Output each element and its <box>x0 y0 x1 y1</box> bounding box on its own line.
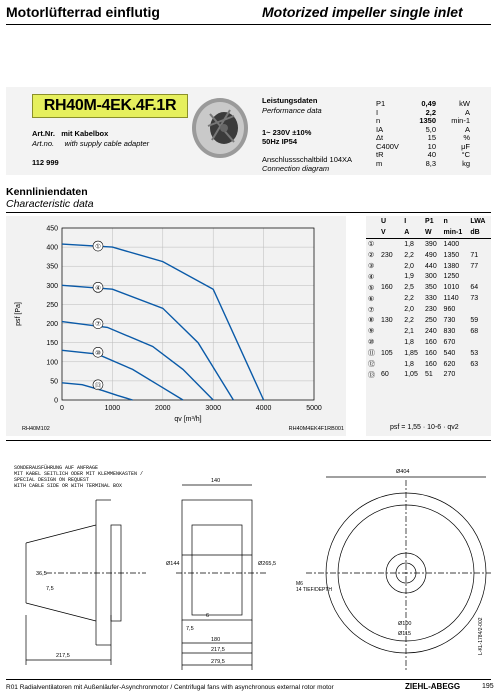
table-cell: 130 <box>380 316 393 324</box>
kenn-title: Kennliniendaten <box>6 186 88 198</box>
table-cell: 1250 <box>443 273 460 281</box>
table-cell: 64 <box>470 284 479 292</box>
dim-7-5: 7,5 <box>46 586 54 592</box>
table-cell <box>379 304 398 315</box>
table-cell <box>468 238 491 249</box>
x-tick-label: 2000 <box>155 405 171 412</box>
table-cell: 960 <box>443 306 456 314</box>
table-cell: 160 <box>380 284 393 292</box>
dim-d100: Ø100 <box>398 621 412 627</box>
x-tick-label: 5000 <box>306 405 322 412</box>
table-cell: 250 <box>425 316 437 324</box>
table-cell: 1350 <box>443 251 460 259</box>
x-tick-label: 4000 <box>255 405 272 412</box>
table-cell: 63 <box>470 360 479 368</box>
table-cell <box>379 271 398 282</box>
chart-rule <box>6 440 491 441</box>
dim-d404: Ø404 <box>396 469 410 475</box>
y-tick-label: 100 <box>46 359 58 367</box>
x-axis-label: qv [m³/h] <box>174 416 202 423</box>
table-cell: 105 <box>380 349 393 357</box>
table-cell: ⑬ <box>368 371 375 379</box>
table-row <box>366 326 491 337</box>
table-row <box>366 359 491 370</box>
table-cell <box>468 337 491 348</box>
art-label-en: Art.no. with supply cable adapter <box>32 139 150 148</box>
dim-7-5b: 7,5 <box>186 626 194 632</box>
note-3: SPECIAL DESIGN ON REQUEST <box>14 477 90 483</box>
dim-d265: Ø265,5 <box>258 561 277 567</box>
table-row <box>366 282 491 293</box>
table-row <box>366 238 491 249</box>
table-cell: 490 <box>425 251 437 259</box>
table-cell: ⑧ <box>368 317 375 325</box>
table-row <box>366 293 491 304</box>
table-cell: 59 <box>470 316 479 324</box>
formula: psf = 1,55 · 10-6 · qv2 <box>390 424 459 431</box>
table-cell <box>379 326 398 337</box>
perf-title-en: Performance data <box>262 106 322 115</box>
y-tick-label: 350 <box>46 263 58 271</box>
table-cell: ⑤ <box>368 284 375 292</box>
perf-title: Leistungsdaten <box>262 96 318 105</box>
series-label: ④ <box>95 283 101 292</box>
dim-180: 180 <box>211 637 221 643</box>
table-cell: 51 <box>425 371 433 379</box>
table-cell: 160 <box>425 349 437 357</box>
y-tick-label: 150 <box>46 340 58 348</box>
footer-rule <box>6 679 491 680</box>
table-cell: 240 <box>425 327 437 335</box>
table-cell: 2,0 <box>404 306 414 314</box>
table-cell: 53 <box>470 349 479 357</box>
table-cell: 1,8 <box>404 240 414 248</box>
table-cell: 1140 <box>443 295 459 303</box>
table-cell <box>379 293 398 304</box>
series-label: ⑦ <box>95 320 101 329</box>
perf-values: P1 0,49 kW I 2,2 A n 1350 min-1 IA 5,0 A Δt 15 % C400V 10 μF tR 40 °C m 8,3 kg <box>376 99 470 168</box>
y-tick-label: 250 <box>46 301 58 309</box>
y-tick-label: 400 <box>46 244 58 252</box>
table-cell: 270 <box>443 371 456 379</box>
table-row <box>366 250 491 261</box>
table-cell: 1,05 <box>404 371 418 379</box>
dim-depth: 14 TIEF/DEPTH <box>296 587 333 593</box>
table-cell: 2,0 <box>404 262 414 270</box>
table-cell: 230 <box>380 251 393 259</box>
kenn-title-en: Characteristic data <box>6 198 94 210</box>
table-cell: 830 <box>443 327 456 335</box>
conn-diagram: Anschlussschaltbild 104XA <box>262 155 353 164</box>
table-cell: 2,2 <box>404 316 414 324</box>
table-cell: 390 <box>425 240 437 248</box>
chart-code-right: RH40M4EK4F1RB001 <box>288 426 344 432</box>
x-tick-label: 0 <box>60 405 64 412</box>
table-cell: 2,1 <box>404 327 414 335</box>
table-cell <box>379 359 398 370</box>
brand-logo: ZIEHL-ABEGG <box>405 682 461 691</box>
title-de: Motorlüfterrad einflutig <box>6 4 160 20</box>
table-cell: ⑦ <box>368 306 375 314</box>
table-cell: ⑪ <box>368 350 375 358</box>
y-tick-label: 200 <box>46 321 58 329</box>
table-cell: 77 <box>470 262 479 270</box>
technical-drawing <box>6 455 491 677</box>
table-cell: 440 <box>425 262 437 270</box>
drawing-number: L-KL-1784/2-002 <box>478 617 484 655</box>
model-badge: RH40M-4EK.4F.1R <box>32 94 188 118</box>
dim-217-5: 217,5 <box>56 653 70 659</box>
table-cell: 160 <box>425 360 437 368</box>
table-cell: ④ <box>368 273 375 281</box>
table-cell: 2,2 <box>404 295 414 303</box>
table-cell: 71 <box>470 251 479 259</box>
series-label: ⑬ <box>94 381 102 390</box>
table-cell <box>468 369 491 380</box>
series-label: ① <box>95 242 101 251</box>
table-cell: ⑩ <box>368 339 375 347</box>
table-cell: 60 <box>380 371 389 379</box>
series-label: ⑩ <box>95 348 101 357</box>
data-table: U I P1 n LWA V A W min-1 dB ① 1,8 390 1400 ② 230 2,2 490 1350 71 ③ 2,0 440 1380 77 ④ 1,9 300 1250 ⑤ 160 2,5 350 1010 64 ⑥ 2,2 330 1140 73 ⑦ 2,0 230 960 ⑧ 130 2,2 250 730 59 ⑨ 2,1 240 830 68 ⑩ 1,8 160 670 ⑪ 105 1,85 160 540 53 ⑫ 1,8 160 620 63 ⑬ 60 1,05 51 270 <box>366 216 491 380</box>
dim-6: 6 <box>206 613 210 619</box>
voltage: 1~ 230V ±10% <box>262 128 312 137</box>
art-label-de: Art.Nr. mit Kabelbox <box>32 129 109 138</box>
table-cell: ⑥ <box>368 295 375 303</box>
table-cell: ① <box>368 241 375 249</box>
table-cell: 1,85 <box>404 349 418 357</box>
note-1: SONDERAUSFÜHRUNG AUF ANFRAGE <box>14 465 99 471</box>
table-cell: ⑫ <box>368 361 375 369</box>
table-row <box>366 369 491 380</box>
table-cell <box>379 337 398 348</box>
dim-m6: M6 <box>296 581 303 587</box>
dim-d115: Ø115 <box>398 631 412 637</box>
table-row <box>366 271 491 282</box>
dim-d144: Ø144 <box>166 561 180 567</box>
table-row <box>366 304 491 315</box>
table-cell: 350 <box>425 284 437 292</box>
y-tick-label: 50 <box>50 378 58 386</box>
table-cell: 2,5 <box>404 284 414 292</box>
dim-140: 140 <box>211 478 221 484</box>
table-cell: 1,8 <box>404 360 414 368</box>
page-number: 195 <box>482 683 494 690</box>
conn-diagram-en: Connection diagram <box>262 164 330 173</box>
x-tick-label: 1000 <box>104 405 121 412</box>
table-cell: 330 <box>425 295 437 303</box>
table-cell <box>379 261 398 272</box>
table-cell: 300 <box>425 273 437 281</box>
table-cell: 1380 <box>443 262 460 270</box>
table-cell: 160 <box>425 338 437 346</box>
dim-217-5b: 217,5 <box>211 647 225 653</box>
chart-code-left: RH40M102 <box>22 426 50 432</box>
table-row <box>366 337 491 348</box>
kenn-rule <box>6 212 491 213</box>
article-number: 112 999 <box>32 158 59 167</box>
table-cell: 230 <box>425 306 437 314</box>
table-row <box>366 348 491 359</box>
table-cell <box>379 238 398 249</box>
table-cell: 670 <box>443 338 456 346</box>
table-cell <box>468 271 491 282</box>
table-cell: 1,8 <box>404 338 414 346</box>
table-cell: 1400 <box>443 240 460 248</box>
impeller-image <box>190 96 250 160</box>
table-cell: ⑨ <box>368 328 375 336</box>
x-tick-label: 3000 <box>205 405 221 412</box>
table-cell <box>468 304 491 315</box>
table-cell: 1,9 <box>404 273 414 281</box>
table-cell: ② <box>368 252 375 260</box>
table-cell: 2,2 <box>404 251 414 259</box>
table-row <box>366 315 491 326</box>
table-row <box>366 261 491 272</box>
table-cell: 540 <box>443 349 456 357</box>
table-cell: 1010 <box>443 284 460 292</box>
footer-text: R01 Radialventilatoren mit Außenläufer-Asynchronmotor / Centrifugal fans with asynchronous external rotor motor <box>6 684 334 691</box>
dim-36-5: 36,5 <box>36 571 47 577</box>
header-rule <box>6 24 491 25</box>
table-cell: 68 <box>470 327 479 335</box>
y-axis-label: psf [Pa] <box>15 302 22 326</box>
note-4: WITH CABLE SIDE OR WITH TERMINAL BOX <box>14 483 123 489</box>
characteristic-chart <box>6 216 346 436</box>
frequency: 50Hz IP54 <box>262 137 298 146</box>
table-cell: 730 <box>443 316 456 324</box>
dim-279-5: 279,5 <box>211 659 225 665</box>
table-cell: ③ <box>368 263 375 270</box>
title-en: Motorized impeller single inlet <box>262 4 463 20</box>
y-tick-label: 300 <box>46 282 58 290</box>
table-cell: 620 <box>443 360 456 368</box>
y-tick-label: 450 <box>46 225 58 233</box>
table-cell: 73 <box>470 295 479 303</box>
note-2: MIT KABEL SEITLICH ODER MIT KLEMMENKASTEN / <box>14 471 144 477</box>
y-tick-label: 0 <box>54 397 58 405</box>
